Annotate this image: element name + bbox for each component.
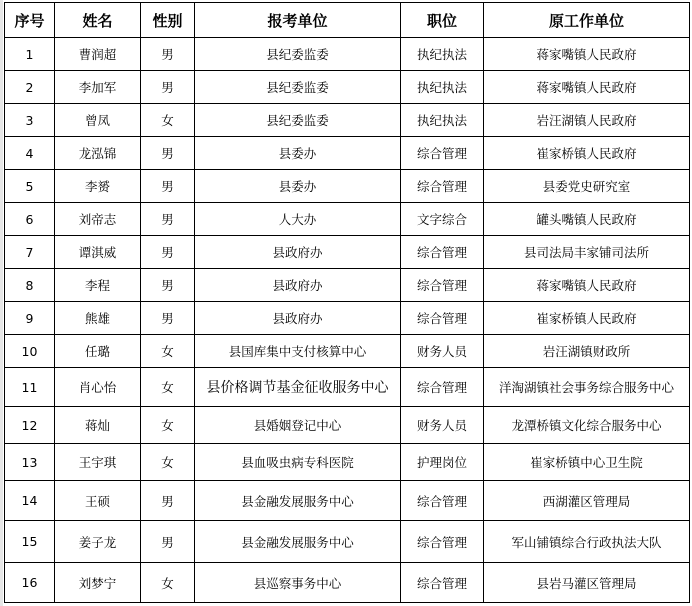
header-gender: 性别 xyxy=(141,3,195,38)
cell-position: 执纪执法 xyxy=(401,38,484,71)
cell-position: 综合管理 xyxy=(401,563,484,603)
cell-former-unit: 洋淘湖镇社会事务综合服务中心 xyxy=(484,368,690,407)
cell-gender: 女 xyxy=(141,104,195,137)
cell-applied-unit: 县国库集中支付核算中心 xyxy=(195,335,401,368)
cell-no: 5 xyxy=(5,170,55,203)
header-no: 序号 xyxy=(5,3,55,38)
cell-former-unit: 岩汪湖镇人民政府 xyxy=(484,104,690,137)
table-row xyxy=(5,335,690,368)
cell-gender: 男 xyxy=(141,236,195,269)
cell-gender: 男 xyxy=(141,481,195,521)
cell-former-unit: 军山铺镇综合行政执法大队 xyxy=(484,521,690,563)
cell-applied-unit: 县委办 xyxy=(195,137,401,170)
header-position: 职位 xyxy=(401,3,484,38)
cell-name: 刘梦宁 xyxy=(55,563,141,603)
cell-name: 龙泓锦 xyxy=(55,137,141,170)
cell-applied-unit: 县价格调节基金征收服务中心 xyxy=(195,368,401,407)
table-row xyxy=(5,444,690,481)
table-row xyxy=(5,302,690,335)
cell-position: 综合管理 xyxy=(401,481,484,521)
cell-name: 李赟 xyxy=(55,170,141,203)
cell-no: 14 xyxy=(5,481,55,521)
table-row xyxy=(5,368,690,407)
cell-name: 曹润超 xyxy=(55,38,141,71)
cell-position: 综合管理 xyxy=(401,137,484,170)
table-row xyxy=(5,521,690,563)
cell-former-unit: 蒋家嘴镇人民政府 xyxy=(484,71,690,104)
cell-gender: 男 xyxy=(141,521,195,563)
cell-applied-unit: 县金融发展服务中心 xyxy=(195,481,401,521)
cell-gender: 男 xyxy=(141,302,195,335)
cell-gender: 男 xyxy=(141,203,195,236)
table-header-row xyxy=(5,3,690,38)
cell-name: 李程 xyxy=(55,269,141,302)
cell-position: 综合管理 xyxy=(401,170,484,203)
personnel-table xyxy=(4,2,690,603)
cell-position: 财务人员 xyxy=(401,407,484,444)
cell-name: 曾凤 xyxy=(55,104,141,137)
cell-former-unit: 龙潭桥镇文化综合服务中心 xyxy=(484,407,690,444)
cell-applied-unit: 县委办 xyxy=(195,170,401,203)
table-row xyxy=(5,170,690,203)
table-row xyxy=(5,563,690,603)
cell-former-unit: 蒋家嘴镇人民政府 xyxy=(484,269,690,302)
cell-applied-unit: 县巡察事务中心 xyxy=(195,563,401,603)
table-row xyxy=(5,481,690,521)
cell-no: 10 xyxy=(5,335,55,368)
cell-name: 刘帝志 xyxy=(55,203,141,236)
cell-name: 蒋灿 xyxy=(55,407,141,444)
cell-name: 谭淇威 xyxy=(55,236,141,269)
header-name: 姓名 xyxy=(55,3,141,38)
cell-position: 护理岗位 xyxy=(401,444,484,481)
cell-applied-unit: 人大办 xyxy=(195,203,401,236)
cell-gender: 男 xyxy=(141,71,195,104)
table-row xyxy=(5,407,690,444)
table-row xyxy=(5,203,690,236)
cell-no: 11 xyxy=(5,368,55,407)
cell-no: 1 xyxy=(5,38,55,71)
table-row xyxy=(5,236,690,269)
cell-former-unit: 岩汪湖镇财政所 xyxy=(484,335,690,368)
cell-former-unit: 崔家桥镇人民政府 xyxy=(484,302,690,335)
cell-no: 9 xyxy=(5,302,55,335)
cell-name: 熊雄 xyxy=(55,302,141,335)
cell-gender: 女 xyxy=(141,407,195,444)
cell-former-unit: 县岩马灌区管理局 xyxy=(484,563,690,603)
table-row xyxy=(5,269,690,302)
header-former-unit: 原工作单位 xyxy=(484,3,690,38)
cell-former-unit: 县司法局丰家铺司法所 xyxy=(484,236,690,269)
left-gutter xyxy=(0,0,3,606)
cell-applied-unit: 县血吸虫病专科医院 xyxy=(195,444,401,481)
cell-former-unit: 西湖灌区管理局 xyxy=(484,481,690,521)
cell-no: 15 xyxy=(5,521,55,563)
cell-gender: 女 xyxy=(141,335,195,368)
cell-gender: 男 xyxy=(141,137,195,170)
cell-position: 执纪执法 xyxy=(401,104,484,137)
table-row xyxy=(5,38,690,71)
cell-applied-unit: 县纪委监委 xyxy=(195,71,401,104)
cell-applied-unit: 县政府办 xyxy=(195,236,401,269)
cell-no: 7 xyxy=(5,236,55,269)
cell-gender: 男 xyxy=(141,38,195,71)
cell-position: 文字综合 xyxy=(401,203,484,236)
cell-no: 16 xyxy=(5,563,55,603)
cell-former-unit: 县委党史研究室 xyxy=(484,170,690,203)
cell-gender: 女 xyxy=(141,444,195,481)
cell-former-unit: 罐头嘴镇人民政府 xyxy=(484,203,690,236)
cell-gender: 男 xyxy=(141,170,195,203)
cell-position: 综合管理 xyxy=(401,269,484,302)
table-row xyxy=(5,104,690,137)
cell-applied-unit: 县纪委监委 xyxy=(195,38,401,71)
cell-former-unit: 崔家桥镇人民政府 xyxy=(484,137,690,170)
cell-position: 执纪执法 xyxy=(401,71,484,104)
cell-no: 13 xyxy=(5,444,55,481)
cell-no: 3 xyxy=(5,104,55,137)
cell-name: 肖心怡 xyxy=(55,368,141,407)
cell-name: 王硕 xyxy=(55,481,141,521)
cell-applied-unit: 县纪委监委 xyxy=(195,104,401,137)
cell-position: 综合管理 xyxy=(401,302,484,335)
cell-former-unit: 崔家桥镇中心卫生院 xyxy=(484,444,690,481)
cell-name: 李加军 xyxy=(55,71,141,104)
cell-no: 2 xyxy=(5,71,55,104)
cell-position: 综合管理 xyxy=(401,521,484,563)
cell-no: 12 xyxy=(5,407,55,444)
cell-position: 综合管理 xyxy=(401,368,484,407)
cell-name: 姜子龙 xyxy=(55,521,141,563)
cell-no: 8 xyxy=(5,269,55,302)
cell-name: 王宇琪 xyxy=(55,444,141,481)
cell-no: 6 xyxy=(5,203,55,236)
cell-position: 综合管理 xyxy=(401,236,484,269)
table-row xyxy=(5,137,690,170)
cell-no: 4 xyxy=(5,137,55,170)
cell-gender: 女 xyxy=(141,368,195,407)
table-row xyxy=(5,71,690,104)
cell-applied-unit: 县金融发展服务中心 xyxy=(195,521,401,563)
cell-name: 任璐 xyxy=(55,335,141,368)
cell-applied-unit: 县婚姻登记中心 xyxy=(195,407,401,444)
cell-applied-unit: 县政府办 xyxy=(195,302,401,335)
header-applied-unit: 报考单位 xyxy=(195,3,401,38)
cell-position: 财务人员 xyxy=(401,335,484,368)
cell-gender: 女 xyxy=(141,563,195,603)
cell-applied-unit: 县政府办 xyxy=(195,269,401,302)
cell-gender: 男 xyxy=(141,269,195,302)
cell-former-unit: 蒋家嘴镇人民政府 xyxy=(484,38,690,71)
